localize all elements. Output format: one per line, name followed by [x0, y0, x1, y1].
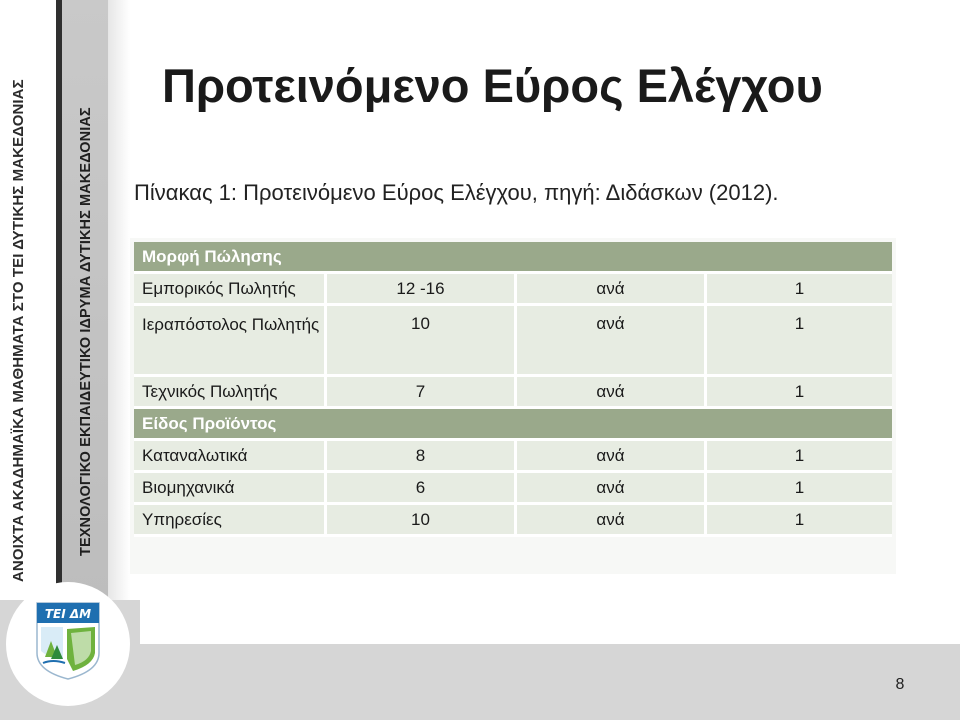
row-per: ανά: [514, 377, 704, 409]
table-row: [134, 306, 892, 377]
table-caption: Πίνακας 1: Προτεινόμενο Εύρος Ελέγχου, πηγή: Διδάσκων (2012).: [134, 180, 779, 205]
table-row: [134, 473, 892, 505]
sidebar-gradient-edge: [108, 0, 130, 600]
row-label: Τεχνικός Πωλητής: [134, 377, 324, 409]
row-per: ανά: [514, 505, 704, 537]
table-row: [134, 505, 892, 537]
row-label: Καταναλωτικά: [134, 441, 324, 473]
table-container: [130, 238, 896, 574]
row-count: 1: [704, 441, 892, 473]
table-row: [134, 441, 892, 473]
row-range: 10: [324, 306, 514, 377]
row-per: ανά: [514, 473, 704, 505]
table-row: [134, 377, 892, 409]
footer-bar: [0, 644, 960, 720]
section-header-row: [134, 409, 892, 441]
row-count: 1: [704, 377, 892, 409]
section-header: Είδος Προϊόντος: [134, 409, 892, 441]
row-per: ανά: [514, 441, 704, 473]
row-range: 12 -16: [324, 274, 514, 306]
sidebar-text-open-courses: ΑΝΟΙΧΤΑ ΑΚΑΔΗΜΑΪΚΑ ΜΑΘΗΜΑΤΑ ΣΤΟ ΤΕΙ ΔΥΤΙΚΗΣ ΜΑΚΕΔΟΝΙΑΣ: [10, 79, 27, 582]
row-label: Υπηρεσίες: [134, 505, 324, 537]
page-number: 8: [895, 676, 905, 693]
section-header: Μορφή Πώλησης: [134, 242, 892, 274]
row-range: 6: [324, 473, 514, 505]
row-label: Ιεραπόστολος Πωλητής: [134, 306, 324, 377]
row-count: 1: [704, 505, 892, 537]
row-per: ανά: [514, 274, 704, 306]
span-of-control-table: [134, 242, 892, 537]
row-label: Βιομηχανικά: [134, 473, 324, 505]
row-range: 8: [324, 441, 514, 473]
section-header-row: [134, 242, 892, 274]
tei-logo-icon: [33, 601, 103, 681]
row-count: 1: [704, 274, 892, 306]
row-range: 10: [324, 505, 514, 537]
page-title: Προτεινόμενο Εύρος Ελέγχου: [162, 59, 823, 112]
table-row: [134, 274, 892, 306]
row-label: Εμπορικός Πωλητής: [134, 274, 324, 306]
row-per: ανά: [514, 306, 704, 377]
sidebar-text-institution: ΤΕΧΝΟΛΟΓΙΚΟ ΕΚΠΑΙΔΕΥΤΙΚΟ ΙΔΡΥΜΑ ΔΥΤΙΚΗΣ ΜΑΚΕΔΟΝΙΑΣ: [78, 107, 94, 556]
logo-text: ΤΕΙ ΔΜ: [44, 607, 92, 621]
row-count: 1: [704, 473, 892, 505]
row-range: 7: [324, 377, 514, 409]
row-count: 1: [704, 306, 892, 377]
